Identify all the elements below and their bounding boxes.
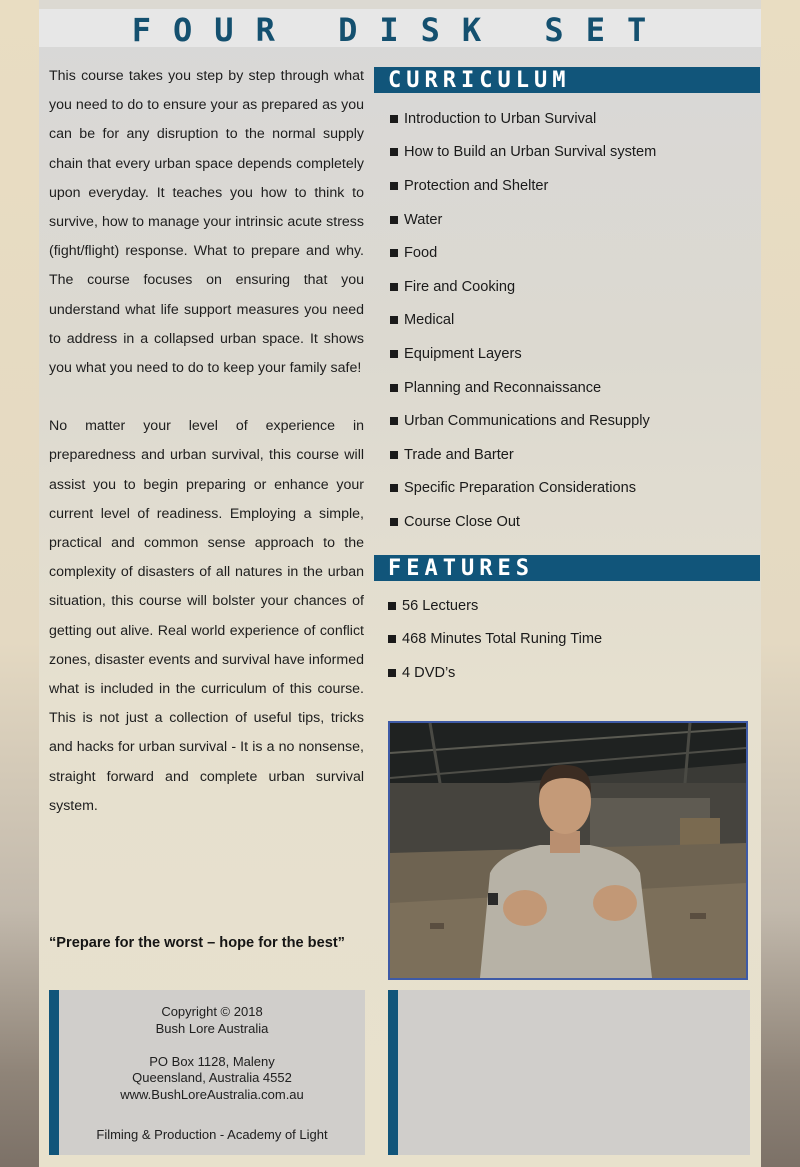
- company-name: Bush Lore Australia: [155, 1020, 269, 1036]
- page-title: FOUR DISK SET: [39, 9, 761, 47]
- features-heading: FEATURES: [374, 555, 760, 581]
- square-bullet-icon: [390, 518, 398, 526]
- curriculum-item: Medical: [390, 304, 656, 338]
- contact-box-accent: [49, 990, 59, 1155]
- feature-item: 56 Lectuers: [388, 589, 602, 623]
- curriculum-item: Course Close Out: [390, 505, 656, 539]
- curriculum-item: Fire and Cooking: [390, 270, 656, 304]
- square-bullet-icon: [388, 602, 396, 610]
- square-bullet-icon: [390, 148, 398, 156]
- curriculum-item: Planning and Reconnaissance: [390, 371, 656, 405]
- contact-box: [49, 990, 365, 1155]
- intro-paragraph-1: This course takes you step by step through what you need to do to ensure your as prepared as you can be for any disruption to the normal supply chain that every urban space depends completely upon everyday. It teaches you how to think to survive, how to manage your intrinsic acute stress (fight/flight) response. What to prepare and why. The course focuses on ensuring that you understand what life support measures you need to address in a collapsed urban space. It shows you what you need to do to keep your family safe!: [49, 68, 364, 377]
- curriculum-item: Equipment Layers: [390, 337, 656, 371]
- contact-details: [59, 1004, 365, 1144]
- square-bullet-icon: [390, 115, 398, 123]
- production-credit: Filming & Production - Academy of Light: [96, 1127, 328, 1142]
- blank-box: [388, 990, 750, 1155]
- square-bullet-icon: [390, 216, 398, 224]
- square-bullet-icon: [390, 316, 398, 324]
- square-bullet-icon: [388, 669, 396, 677]
- intro-text: [49, 62, 364, 850]
- square-bullet-icon: [390, 249, 398, 257]
- top-strip: [39, 0, 761, 9]
- square-bullet-icon: [390, 384, 398, 392]
- website-link[interactable]: www.BushLoreAustralia.com.au: [120, 1086, 304, 1102]
- copyright-text: Copyright © 2018: [161, 1004, 263, 1019]
- intro-paragraph-2: No matter your level of experience in preparedness and urban survival, this course will assist you to begin preparing or enhance your current level of readiness. Employing a simple, practical and common sense approach to the complexity of disasters of all natures in the urban situation, this course will bolster your chances of getting out alive. Real world experience of conflict zones, disaster events and survival have informed what is included in the curriculum of this course. This is not just a collection of useful tips, tricks and hacks for urban survival - It is a no nonsense, straight forward and complete urban survival system.: [49, 418, 364, 814]
- square-bullet-icon: [390, 484, 398, 492]
- square-bullet-icon: [388, 635, 396, 643]
- curriculum-item: Water: [390, 203, 656, 237]
- curriculum-item: Urban Communications and Resupply: [390, 404, 656, 438]
- feature-item: 468 Minutes Total Runing Time: [388, 623, 602, 657]
- features-list: [388, 589, 602, 690]
- spacer: [59, 1103, 365, 1127]
- curriculum-item: Trade and Barter: [390, 438, 656, 472]
- po-box: PO Box 1128, Maleny: [149, 1053, 275, 1069]
- square-bullet-icon: [390, 350, 398, 358]
- square-bullet-icon: [390, 182, 398, 190]
- curriculum-item: Introduction to Urban Survival: [390, 102, 656, 136]
- curriculum-heading: CURRICULUM: [374, 67, 760, 93]
- curriculum-item: Food: [390, 236, 656, 270]
- spacer: [59, 1037, 365, 1054]
- presenter-photo: [388, 721, 748, 980]
- curriculum-list: [390, 102, 656, 539]
- presenter-photo-illustration: [390, 723, 746, 978]
- curriculum-item: Protection and Shelter: [390, 169, 656, 203]
- feature-item: 4 DVD’s: [388, 656, 602, 690]
- curriculum-item: Specific Preparation Considerations: [390, 472, 656, 506]
- curriculum-item: How to Build an Urban Survival system: [390, 136, 656, 170]
- tagline-quote: “Prepare for the worst – hope for the best”: [49, 935, 345, 951]
- square-bullet-icon: [390, 451, 398, 459]
- blank-box-accent: [388, 990, 398, 1155]
- address-state: Queensland, Australia 4552: [132, 1070, 292, 1085]
- square-bullet-icon: [390, 283, 398, 291]
- square-bullet-icon: [390, 417, 398, 425]
